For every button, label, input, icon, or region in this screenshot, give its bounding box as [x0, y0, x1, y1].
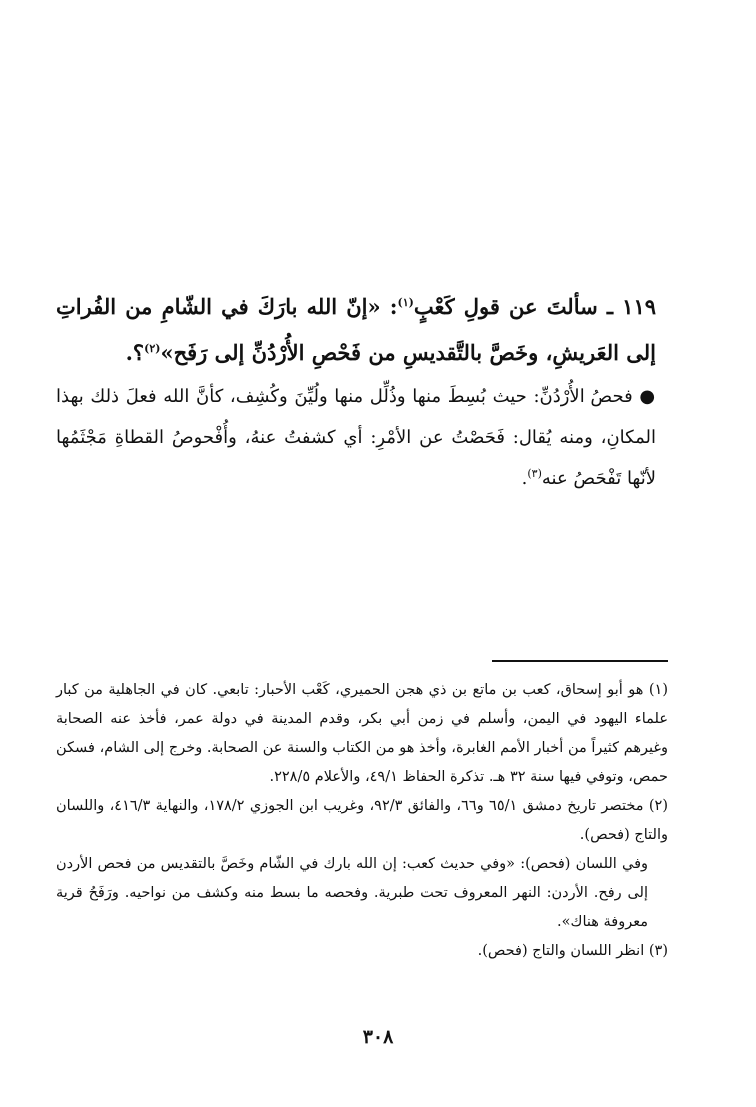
footnote-divider	[492, 660, 668, 662]
footnote-3	[56, 937, 668, 966]
answer-paragraph	[56, 376, 656, 499]
page-number: ٣٠٨	[362, 1026, 394, 1048]
footnotes-section	[56, 676, 668, 966]
question-ending: ؟.	[125, 340, 145, 365]
footnote-ref-3[interactable]: (٣)	[527, 467, 542, 480]
footnote-text: وفي اللسان (فحص): «وفي حديث كعب: إن الله بارك في الشّام وخَصَّ بالتقديس من فحص الأردن إلى رفح. الأردن: النهر المعروف تحت طبرية. وفحصه ما بسط منه وكشف من نواحيه. ورَفَحُ قرية معروفة هناك».	[56, 856, 648, 930]
footnote-text: مختصر تاريخ دمشق ٦٥/١ و٦٦، والفائق ٩٢/٣، وغريب ابن الجوزي ١٧٨/٢، والنهاية ٤١٦/٣، واللسان والتاج (فحص).	[56, 798, 668, 843]
question-intro: ـ سألتَ عن قولِ كَعْبٍ	[413, 294, 614, 319]
question-number: ١١٩	[622, 294, 657, 319]
answer-text: فحصُ الأُرْدُنِّ: حيث بُسِطَ منها وذُلِّل منها ولُيِّنَ وكُشِف، كأنَّ الله فعلَ ذلك بهذا المكانِ، ومنه يُقال: فَحَصْتُ عن الأمْرِ: أي كشفتُ عنهُ، وأُفْحوصُ القطاةِ مَجْثَمُها لأنّها تَفْحَصُ عنه	[56, 386, 656, 489]
answer-ending: .	[521, 468, 528, 489]
question-quote: : «إنّ الله بارَكَ في الشّامِ من الفُراتِ إلى العَريشِ، وخَصَّ بالتَّقديسِ من فَحْصِ الأُرْدُنِّ إلى رَفَح»	[56, 294, 656, 365]
footnote-text: انظر اللسان والتاج (فحص).	[477, 943, 645, 959]
footnote-number: (١)	[648, 682, 669, 698]
footnote-ref-1[interactable]: (١)	[397, 296, 414, 309]
footnote-number: (٢)	[648, 798, 668, 814]
footnote-number: (٣)	[648, 943, 668, 959]
footnote-ref-2[interactable]: (٢)	[144, 342, 161, 355]
footnote-text: هو أبو إسحاق، كعب بن ماتع بن ذي هجن الحميري، كَعْب الأحبار: تابعي. كان في الجاهلية من كبار علماء اليهود في اليمن، وأسلم في زمن أبي بكر، وقدم المدينة في دولة عمر، فأخذ عنه الصحابة وغيرهم كثيراً من أخبار الأمم الغابرة، وأخذ هو من الكتاب والسنة عن الصحابة. وخرج إلى الشام، فسكن حمص، وتوفي فيها سنة ٣٢ هـ. تذكرة الحفاظ ٤٩/١، والأعلام ٢٢٨/٥.	[56, 682, 668, 785]
bullet-icon: ●	[639, 386, 656, 407]
footnote-2	[56, 792, 668, 850]
footnote-2-continued	[56, 850, 668, 937]
question-paragraph	[56, 284, 656, 376]
footnote-1	[56, 676, 668, 792]
